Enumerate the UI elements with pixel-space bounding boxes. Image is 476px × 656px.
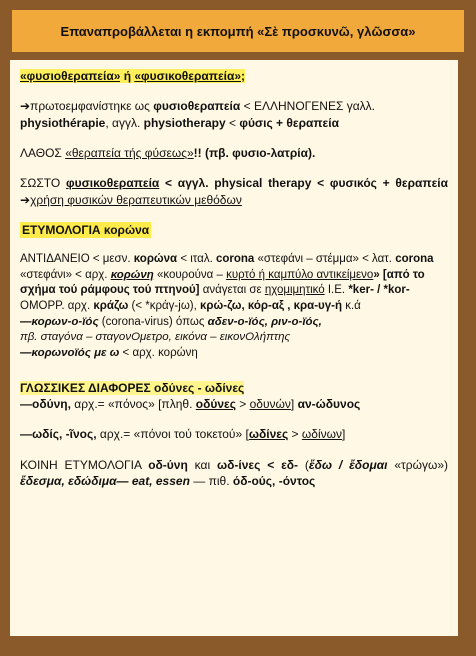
text-aggl2: < αγγλ. <box>159 176 215 191</box>
text-bracket2: ] <box>341 427 346 442</box>
conj-or: ή <box>120 69 135 83</box>
word-fysikos-therapeia: φυσικός + θεραπεία <box>329 176 448 191</box>
text-stagona: πβ. σταγόνα – σταγονΟμετρο, εικόνα – εικονΟλήπτης <box>20 331 291 344</box>
section-correct <box>20 175 448 208</box>
word-fysikotherapeia: φυσικοθεραπεία <box>66 176 160 191</box>
word-corona-2: corona <box>395 253 434 266</box>
text-ponos: αρχ.= «πόνος» [πληθ. <box>70 396 196 411</box>
section-physiotherapy <box>20 68 448 84</box>
text-fysiolatria: !! (πβ. φυσιο-λατρία). <box>193 145 316 160</box>
word-koronoios-omega: —κορωνοϊός με ω <box>20 346 120 359</box>
word-koronoios: —κορων-ο-ϊός <box>20 315 99 328</box>
section-first-appeared <box>20 98 448 131</box>
section-differences <box>20 380 448 413</box>
word-edesma: ἔδεσμα, εδώδιμα— eat, essen <box>20 473 190 488</box>
term-fysiotherapeia: «φυσιοθεραπεία» <box>20 69 121 83</box>
text-ramfos: » [από το σχήμα τού ράμφους τού πτηνού] <box>20 268 425 297</box>
etymology-heading: ΕΤΥΜΟΛΟΓΙΑ κορώνα <box>22 222 150 237</box>
text-stefani-stemma: «στεφάνι – στέμμα» <box>254 253 359 266</box>
word-corona-1: corona <box>215 253 255 266</box>
word-odis: —ωδίς, -ῖνος, <box>20 427 97 442</box>
text-ital: < ιταλ. <box>177 253 216 266</box>
text-lt2: < <box>311 176 330 191</box>
section-odis <box>20 426 448 442</box>
text-ichomimitiko: ηχομιμητικό <box>264 284 325 297</box>
word-koroni: κορώνη <box>110 268 154 281</box>
text-trogo: «τρώγω») <box>387 457 448 472</box>
differences-heading: ΓΛΩΣΣΙΚΕΣ ΔΙΑΦΟΡΕΣ οδύνες - ωδίνες <box>20 380 245 395</box>
text-kai: και <box>187 457 217 472</box>
word-ker-kor: *ker- / *kor- <box>348 284 410 297</box>
word-fysis-therapeia: φύσις + θεραπεία <box>239 115 339 130</box>
text-arx-koroni: < αρχ. κορώνη <box>119 346 198 359</box>
word-odous: όδ-ούς, -όντος <box>232 473 316 488</box>
word-odines: ωδίνες <box>248 427 289 442</box>
page-title: Επαναπροβάλλεται η εκπομπή «Σὲ προσκυνῶ, γλῶσσα» <box>12 10 464 52</box>
text-antidaneio: ΑΝΤΙΔΑΝΕΙΟ < μεσν. <box>20 253 134 266</box>
word-od-yni: οδ-ύνη <box>148 457 188 472</box>
question-mark: ; <box>241 69 246 83</box>
text-ie: I.E. <box>324 284 349 297</box>
text-koini: ΚΟΙΝΗ ΕΤΥΜΟΛΟΓΙΑ <box>20 457 149 472</box>
word-korona: κορώνα <box>133 253 178 266</box>
section-etymology-title <box>20 222 448 238</box>
text-first-appeared: ➔πρωτοεμφανίστηκε ως <box>20 99 154 114</box>
word-od-ines: ωδ-ίνες < εδ- <box>216 457 299 472</box>
term-fysikotherapeia: «φυσικοθεραπεία» <box>134 69 242 83</box>
text-aggl: , αγγλ. <box>105 115 144 130</box>
text-corona-virus: (corona-virus) όπως <box>98 315 208 328</box>
text-toketos: αρχ.= «πόνοι τού τοκετού» [ <box>96 427 249 442</box>
text-bracket: ] <box>290 396 298 411</box>
text-anagetai: ανάγεται σε <box>199 284 265 297</box>
text-sosto: ΣΩΣΤΟ <box>20 176 66 191</box>
section-common-etymology <box>20 457 448 490</box>
text-omorr: ΟΜΟΡΡ. αρχ. <box>20 300 94 313</box>
text-paren: ( <box>298 457 309 472</box>
word-odynon: οδυνών <box>249 396 291 411</box>
word-physiotherapie: physiothérapie <box>20 115 106 130</box>
text-lathos: ΛΑΘΟΣ <box>20 145 66 160</box>
text-kourouna: «κουρούνα – <box>153 268 227 281</box>
text-ka: κ.ά <box>342 300 361 313</box>
word-anodynos: αν-ώδυνος <box>297 396 361 411</box>
word-physiotherapy: physiotherapy <box>143 115 226 130</box>
text-gt: > <box>235 396 250 411</box>
word-odynes: οδύνες <box>195 396 236 411</box>
section-wrong <box>20 145 448 161</box>
word-krozo: κρώ-ζω, κόρ-αξ , κρα-υγ-ή <box>200 300 342 313</box>
word-physical-therapy: physical therapy <box>214 176 312 191</box>
text-kyrto: κυρτό ή καμπύλο αντικείμενο <box>226 268 374 281</box>
word-odyni: —οδύνη, <box>20 396 71 411</box>
text-gt2: > <box>288 427 302 442</box>
word-fysiotherapeia: φυσιοθεραπεία <box>153 99 241 114</box>
text-lat: < λατ. <box>358 253 396 266</box>
arrow-icon: ➔ <box>20 192 31 207</box>
text-kragjo: (< *κράγ-jω), <box>128 300 201 313</box>
text-ellinogenes: < ΕΛΛΗΝΟΓΕΝΕΣ γαλλ. <box>240 99 375 114</box>
section-etymology-body <box>20 252 448 361</box>
text-pith: — πιθ. <box>189 473 233 488</box>
text-stefani-arx: «στεφάνι» < αρχ. <box>20 268 111 281</box>
content-card <box>10 60 458 636</box>
text-xrisi: χρήση φυσικών θεραπευτικών μεθόδων <box>30 192 242 207</box>
text-lt: < <box>225 115 240 130</box>
word-edo: ἔδω / ἔδομαι <box>308 457 388 472</box>
word-adenoios: αδεν-ο-ϊός, ριν-ο-ϊός, <box>207 315 322 328</box>
word-odinon: ωδίνων <box>301 427 342 442</box>
text-therapeia-fyseos: «θεραπεία τής φύσεως» <box>65 145 194 160</box>
word-krazo: κράζω <box>93 300 129 313</box>
